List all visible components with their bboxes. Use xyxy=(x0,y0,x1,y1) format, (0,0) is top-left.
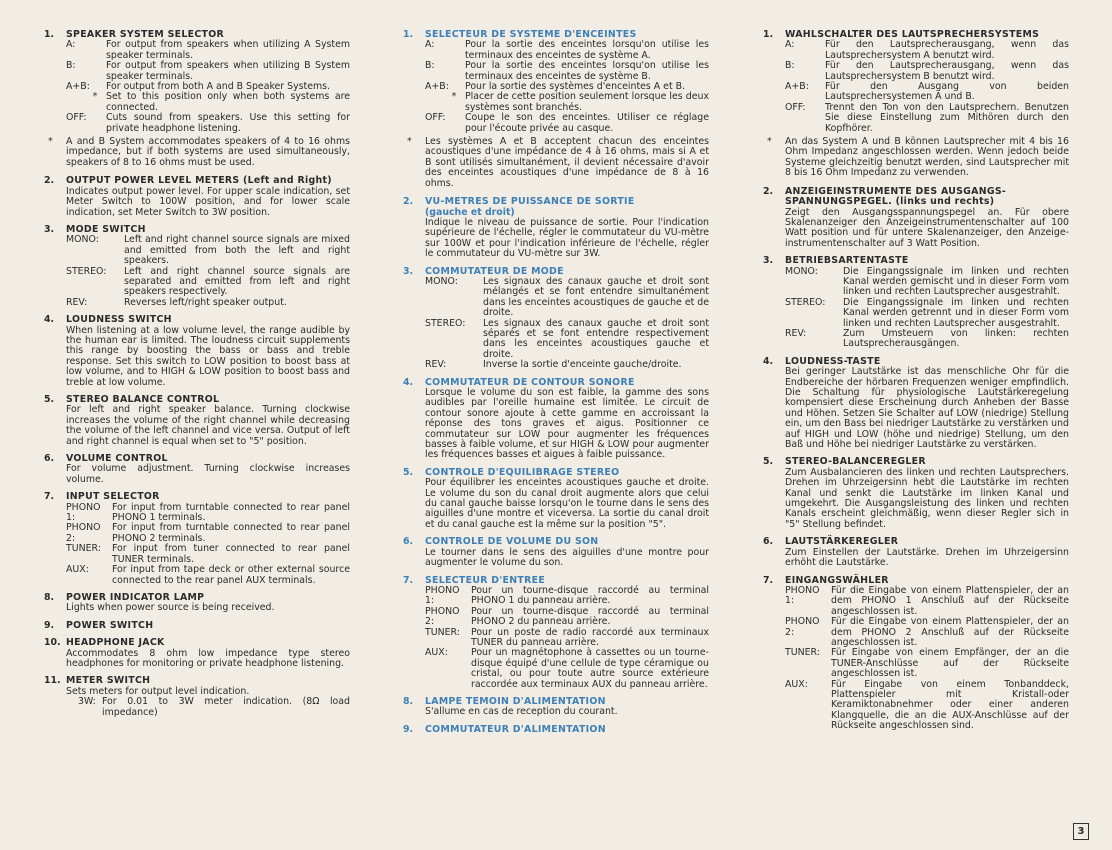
en-section-output-meters: 2. OUTPUT POWER LEVEL METERS (Left and Right) Indicates output power level. For upper scale indication, set Meter Switch to 100W position, and for lower scale indication, set Meter Switch to 3W position. xyxy=(44,175,350,218)
list-item: A: Pour la sortie des enceintes lorsqu'on utilise les terminaux des enceintes de système A. xyxy=(425,39,709,61)
section-title: CONTROLE D'EQUILIBRAGE STEREO xyxy=(425,466,620,478)
en-section-loudness: 4. LOUDNESS SWITCH When listening at a low volume level, the range audible by the human ear is limited. The loudness circuit supplements this range by boosting the bass or bass and treble response. Set this switch to LOW position to boost bass at low volume, and to HIGH & LOW position to boost bass and treble at low volume. xyxy=(44,314,350,388)
section-title: LAUTSTÄRKEREGLER xyxy=(785,536,899,548)
en-section-input-selector: 7. INPUT SELECTOR PHONO 1: For input from turntable connected to rear panel PHONO 1 terminals. PHONO 2: For input from turntable connected to rear panel PHONO 2 terminals. TUNER: For input from tuner connected to rear panel TUNER terminals. AUX: For input from tape deck or other external source connected to the rear panel AUX terminals. xyxy=(44,491,350,586)
fr-section-volume: 6. CONTROLE DE VOLUME DU SON Le tourner dans le sens des aiguilles d'une montre pour augmenter le volume du son. xyxy=(403,536,709,569)
de-section-meters: 2. ANZEIGEINSTRUMENTE DES AUSGANGS-SPANNUNGSPEGEL. (links und rechts) Zeigt den Ausgangsspannungspegel an. Für obere Skalenanzeiger den Anzeigeinstrumentenschalter auf 100 Watt position und für untere Skalenanzeiger, den Anzeige-instrumentenschalter auf 3 Watt Position. xyxy=(763,185,1069,249)
list-item: REV: Zum Umsteuern von linken: rechten Lautsprecherausgängen. xyxy=(785,327,1069,350)
list-item: TUNER: For input from tuner connected to rear panel TUNER terminals. xyxy=(66,543,350,565)
section-title: HEADPHONE JACK xyxy=(66,637,165,649)
section-title: POWER INDICATOR LAMP xyxy=(66,591,205,603)
section-title: POWER SWITCH xyxy=(66,619,154,631)
list-item: A: For output from speakers when utilizing A System speaker terminals. xyxy=(66,39,350,61)
section-subtitle: (gauche et droit) xyxy=(425,206,515,218)
section-title: VU-METRES DE PUISSANCE DE SORTIE xyxy=(425,196,635,208)
list-item: A: Für den Lautsprecherausgang, wenn das Lautsprechersystem A benutzt wird. xyxy=(785,39,1069,61)
list-item: PHONO 2: Für die Eingabe von einem Plattenspieler, der an dem PHONO 2 Anschluß auf der Rückseite angeschlossen ist. xyxy=(785,616,1069,648)
list-item: AUX: Für Eingabe von einem Tonbanddeck, Plattenspieler mit Kristall-oder Keramiktonabnehmer oder einer anderen Klangquelle, die an die AUX-Anschlüsse auf der Rückseite angeschlossen sind. xyxy=(785,678,1069,732)
list-item: A+B: Für den Ausgang von beiden Lautsprechersystemen A und B. xyxy=(785,81,1069,103)
fr-section-power-lamp: 8. LAMPE TEMOIN D'ALIMENTATION S'allume en cas de reception du courant. xyxy=(403,697,709,718)
fr-section-mode: 3. COMMUTATEUR DE MODE MONO: Les signaux des canaux gauche et droit sont mélangés et se font entendre simultanément dans les enceintes acoustiques de gauche et de droite. STEREO: Les signaux des canaux gauche et droit sont séparés et se font entendre respectivement dans les enceintes acoustiques gauche et droite. REV: Inverse la sortie d'enceinte gauche/droite. xyxy=(403,265,709,371)
list-item: B: For output from speakers when utilizing B System speaker terminals. xyxy=(66,60,350,82)
en-section-meter-switch: 11. METER SWITCH Sets meters for output level indication. 3W: For 0.01 to 3W meter indication. (8Ω load impedance) xyxy=(44,675,350,718)
en-section-speaker-selector xyxy=(44,30,350,134)
section-title: BETRIEBSARTENTASTE xyxy=(785,255,909,267)
page-number: 3 xyxy=(1073,823,1089,840)
list-item: TUNER: Pour un poste de radio raccordé aux terminaux TUNER du panneau arrière. xyxy=(425,626,709,648)
section-title: COMMUTATEUR D'ALIMENTATION xyxy=(425,723,606,735)
de-section-input-selector: 7. EINGANGSWÄHLER PHONO 1: Für die Eingabe von einem Plattenspieler, der an dem PHONO 1 Anschluß auf der Rückseite angeschlossen ist. PHONO 2: Für die Eingabe von einem Plattenspieler, der an dem PHONO 2 Anschluß auf der Rückseite angeschlossen ist. TUNER: Für Eingabe von einem Empfänger, der an die TUNER-Anschlüsse auf der Rückseite angeschlossen ist. AUX: Für Eingabe von einem Tonbanddeck, Plattenspieler mit Kristall-oder Keramiktonabnehmer oder einer anderen Klangquelle, die an die AUX-Anschlüsse auf der Rückseite angeschlossen sind. xyxy=(763,574,1069,732)
section-title: SELECTEUR DE SYSTEME D'ENCEINTES xyxy=(425,29,637,40)
list-item: PHONO 2: For input from turntable connected to rear panel PHONO 2 terminals. xyxy=(66,522,350,544)
list-item: 3W: For 0.01 to 3W meter indication. (8Ω load impedance) xyxy=(78,696,350,718)
fr-section-contour: 4. COMMUTATEUR DE CONTOUR SONORE Lorsque le volume du son est faible, la gamme des sons audibles par l'oreille humaine est limitée. Le circuit de contour sonore ajoute à cette gamme en accroissant la réponse des tons graves et aigus. Positionner ce commutateur sur LOW pour augmenter les fréquences basses à faible volume, et sur HIGH & LOW pour augmenter les fréquences basses et aigues à faible puissance. xyxy=(403,376,709,461)
section-title: SELECTEUR D'ENTREE xyxy=(425,574,546,586)
de-section-balance: 5. STEREO-BALANCEREGLER Zum Ausbalancieren des linken und rechten Lautsprechers. Drehen im Uhrzeigersinn hebt die Lautstärke im rechten Kanal und senkt die Lautstärke im linken Kanal und umgekehrt. Die Ausgangsleistung des linken und rechten Kanals erscheint gleichmäßig, wenn dieser Regler sich in "5" Stellung befindet. xyxy=(763,456,1069,530)
note: * Placer de cette position seulement lorsque les deux systèmes sont branchés. xyxy=(451,91,709,113)
list-item: B: Pour la sortie des enceintes lorsqu'on utilise les terminaux des enceintes de système B. xyxy=(425,60,709,82)
en-section-headphone: 10. HEADPHONE JACK Accommodates 8 ohm low impedance type stereo headphones for monitoring or private headphone listening. xyxy=(44,637,350,669)
de-section-loudness: 4. LOUDNESS-TASTE Bei geringer Lautstärke ist das menschliche Ohr für die Endbereiche der hörbaren Frequenzen weniger empfindlich. Die Schaltung für physiologische Lautstärkeregelung kompensiert diese Erscheinung durch Anheben der Basse und Höhen. Setzen Sie Schalter auf LOW (niedrige) Stellung ein, um den Bass bei niedriger Lautstärke zu verstärken und auf HIGH und LOW (höhe und niedrige) Stellung, um den Baß und Höhe bei niedriger Lautstärke zu verstärken. xyxy=(763,355,1069,451)
section-title: LAMPE TEMOIN D'ALIMENTATION xyxy=(425,695,606,707)
list-item: MONO: Les signaux des canaux gauche et droit sont mélangés et se font entendre simultanément dans les enceintes acoustiques de gauche et de droite. xyxy=(425,275,709,319)
list-item: STEREO: Les signaux des canaux gauche et droit sont séparés et se font entendre respectivement dans les enceintes acoustiques gauche et droite. xyxy=(425,317,709,360)
footnote: * Les systèmes A et B acceptent chacun des enceintes acoustiques d'une impédance de 4 à 16 ohms, mais si A et B sont utilisés simultanément, il devient nécessaire d'avoir des enceintes acoustiques d'une impédance de 8 à 16 ohms. xyxy=(407,136,709,189)
list-item: PHONO 1: Für die Eingabe von einem Plattenspieler, der an dem PHONO 1 Anschluß auf der Rückseite angeschlossen ist. xyxy=(785,584,1069,617)
list-item: A+B: Pour la sortie des systèmes d'enceintes A et B. xyxy=(425,81,686,93)
list-item: REV: Reverses left/right speaker output. xyxy=(66,296,287,308)
list-item: STEREO: Left and right channel source signals are separated and emitted from left and right speakers respectively. xyxy=(66,265,350,298)
section-title: MODE SWITCH xyxy=(66,223,146,235)
section-title: LOUDNESS-TASTE xyxy=(785,355,881,367)
section-title: ANZEIGEINSTRUMENTE DES AUSGANGS-SPANNUNGSPEGEL. (links und rechts) xyxy=(785,185,1007,208)
section-number: 1. xyxy=(44,29,55,40)
section-title: COMMUTATEUR DE CONTOUR SONORE xyxy=(425,376,635,388)
section-title: LOUDNESS SWITCH xyxy=(66,314,172,326)
footnote: * A and B System accommodates speakers of 4 to 16 ohms impedance, but if both systems are used simultaneously, speakers of 8 to 16 ohms must be used. xyxy=(48,136,350,168)
section-title: EINGANGSWÄHLER xyxy=(785,574,889,586)
fr-section-vu-meters: 2. VU-METRES DE PUISSANCE DE SORTIE (gauche et droit) Indique le niveau de puissance de sortie. Pour l'indication supérieure de l'échelle, régler le commutateur du VU-mètre sur 100W et pour l'indication inférieure de l'échelle, régler le commutateur du VU-mètre sur 3W. xyxy=(403,196,709,260)
list-item: B: Für den Lautsprecherausgang, wenn das Lautsprechersystem B benutzt wird. xyxy=(785,60,1069,82)
fr-section-speaker-selector: 1. SELECTEUR DE SYSTEME D'ENCEINTES A: Pour la sortie des enceintes lorsqu'on utilise les terminaux des enceintes de système A. B: Pour la sortie des enceintes lorsqu'on utilise les terminaux des enceintes de système B. A+B: Pour la sortie des systèmes d'enceintes A et B. * Placer de cette position seulement lorsque les deux systèmes sont branchés. OFF: Coupe le son des enceintes. Utiliser ce réglage pour l'écoute privée au casque. xyxy=(403,29,709,134)
list-item: AUX: Pour un magnétophone à cassettes ou un tourne-disque équipé d'une cellule de type céramique ou cristal, ou pour toute autre source extérieure raccordée aux terminaux AUX du panneau arrière. xyxy=(425,647,709,690)
section-title: METER SWITCH xyxy=(66,675,151,687)
fr-section-input-selector: 7. SELECTEUR D'ENTREE PHONO 1: Pour un tourne-disque raccordé au terminal PHONO 1 du panneau arrière. PHONO 2: Pour un tourne-disque raccordé au terminal PHONO 2 du panneau arrière. TUNER: Pour un poste de radio raccordé aux terminaux TUNER du panneau arrière. AUX: Pour un magnétophone à cassettes ou un tourne-disque équipé d'une cellule de type céramique ou cristal, ou pour toute autre source extérieure raccordée aux terminaux AUX du panneau arrière. xyxy=(403,574,709,690)
list-item: MONO: Left and right channel source signals are mixed and emitted from both the left and right speakers. xyxy=(66,234,350,267)
fr-section-power-switch: 9. COMMUTATEUR D'ALIMENTATION xyxy=(403,725,709,735)
section-title: STEREO-BALANCEREGLER xyxy=(785,456,926,468)
list-item: PHONO 1: For input from turntable connected to rear panel PHONO 1 terminals. xyxy=(66,501,350,524)
list-item: REV: Inverse la sortie d'enceinte gauche/droite. xyxy=(425,359,682,371)
list-item: A+B: For output from both A and B Speaker Systems. xyxy=(66,81,330,93)
list-item: PHONO 1: Pour un tourne-disque raccordé au terminal PHONO 1 du panneau arrière. xyxy=(425,584,709,607)
section-title: STEREO BALANCE CONTROL xyxy=(66,394,220,405)
fr-section-balance: 5. CONTROLE D'EQUILIBRAGE STEREO Pour équilibrer les enceintes acoustiques gauche et droite. Le volume du son du canal droit augmente alors que celui du canal gauche baisse lorsqu'on le tourne dans le sens des aiguilles d'une montre et viceversa. La sortie du canal droit et du canal gauche est la même sur la position "5". xyxy=(403,466,709,530)
section-title: SPEAKER SYSTEM SELECTOR xyxy=(66,29,225,40)
section-title: INPUT SELECTOR xyxy=(66,491,160,503)
section-title: CONTROLE DE VOLUME DU SON xyxy=(425,536,599,548)
list-item: STEREO: Die Eingangssignale im linken und rechten Kanal werden getrennt und in dieser Form vom linken und rechten Lautsprecher ausgestrahlt. xyxy=(785,296,1069,329)
section-title: OUTPUT POWER LEVEL METERS (Left and Right) xyxy=(66,175,332,187)
list-item: MONO: Die Eingangssignale im linken und rechten Kanal werden gemischt und in dieser Form vom linken und rechten Lautsprecher ausgestrahlt. xyxy=(785,265,1069,298)
list-item: PHONO 2: Pour un tourne-disque raccordé au terminal PHONO 2 du panneau arrière. xyxy=(425,605,709,628)
en-section-balance: 5. STEREO BALANCE CONTROL For left and right speaker balance. Turning clockwise increases the volume of the right channel while decreasing the volume of the left channel and vice versa. Output of left and right channel is equal when set to "5" position. xyxy=(44,394,350,447)
de-section-speaker-selector: 1. WAHLSCHALTER DES LAUTSPRECHERSYSTEMS A: Für den Lautsprecherausgang, wenn das Lautsprechersystem A benutzt wird. B: Für den Lautsprecherausgang, wenn das Lautsprechersystem B benutzt wird. A+B: Für den Ausgang von beiden Lautsprechersystemen A und B. OFF: Trennt den Ton von den Lautsprechern. Benutzen Sie diese Einstellung zum Mithören durch den Kopfhörer. xyxy=(763,29,1069,134)
section-title: COMMUTATEUR DE MODE xyxy=(425,265,564,277)
footnote: * An das System A und B können Lautsprecher mit 4 bis 16 Ohm Impedanz angeschlossen werden. Wenn jedoch beide Systeme gleichzeitig benutzt werden, sind Lautsprecher mit 8 bis 16 Ohm Impedanz zu verwenden. xyxy=(767,136,1069,179)
list-item: OFF: Cuts sound from speakers. Use this setting for private headphone listening. xyxy=(66,112,350,134)
list-item: OFF: Coupe le son des enceintes. Utiliser ce réglage pour l'écoute privée au casque. xyxy=(425,112,709,134)
de-section-volume: 6. LAUTSTÄRKEREGLER Zum Einstellen der Lautstärke. Drehen im Uhrzeigersinn erhöht die Lautstärke. xyxy=(763,536,1069,569)
note: * Set to this position only when both systems are connected. xyxy=(92,91,350,113)
section-title: VOLUME CONTROL xyxy=(66,453,168,465)
list-item: OFF: Trennt den Ton von den Lautsprechern. Benutzen Sie diese Einstellung zum Mithören durch den Kopfhörer. xyxy=(785,101,1069,134)
de-section-mode: 3. BETRIEBSARTENTASTE MONO: Die Eingangssignale im linken und rechten Kanal werden gemischt und in dieser Form vom linken und rechten Lautsprecher ausgestrahlt. STEREO: Die Eingangssignale im linken und rechten Kanal werden getrennt und in dieser Form vom linken und rechten Lautsprecher ausgestrahlt. REV: Zum Umsteuern von linken: rechten Lautsprecherausgängen. xyxy=(763,255,1069,350)
section-title: WAHLSCHALTER DES LAUTSPRECHERSYSTEMS xyxy=(785,29,1040,40)
en-section-power-lamp: 8. POWER INDICATOR LAMP Lights when power source is being received. xyxy=(44,593,350,614)
list-item: TUNER: Für Eingabe von einem Empfänger, der an die TUNER-Anschlüsse auf der Rückseite angeschlossen ist. xyxy=(785,647,1069,680)
english-column xyxy=(44,30,350,725)
en-section-mode-switch: 3. MODE SWITCH MONO: Left and right channel source signals are mixed and emitted from both the left and right speakers. STEREO: Left and right channel source signals are separated and emitted from left and right speakers respectively. REV: Reverses left/right speaker output. xyxy=(44,223,350,308)
en-section-volume: 6. VOLUME CONTROL For volume adjustment. Turning clockwise increases volume. xyxy=(44,453,350,485)
list-item: AUX: For input from tape deck or other external source connected to the rear panel AUX terminals. xyxy=(66,564,350,586)
en-section-power-switch: 9. POWER SWITCH xyxy=(44,621,350,631)
french-column xyxy=(403,30,709,742)
german-column xyxy=(763,30,1069,739)
